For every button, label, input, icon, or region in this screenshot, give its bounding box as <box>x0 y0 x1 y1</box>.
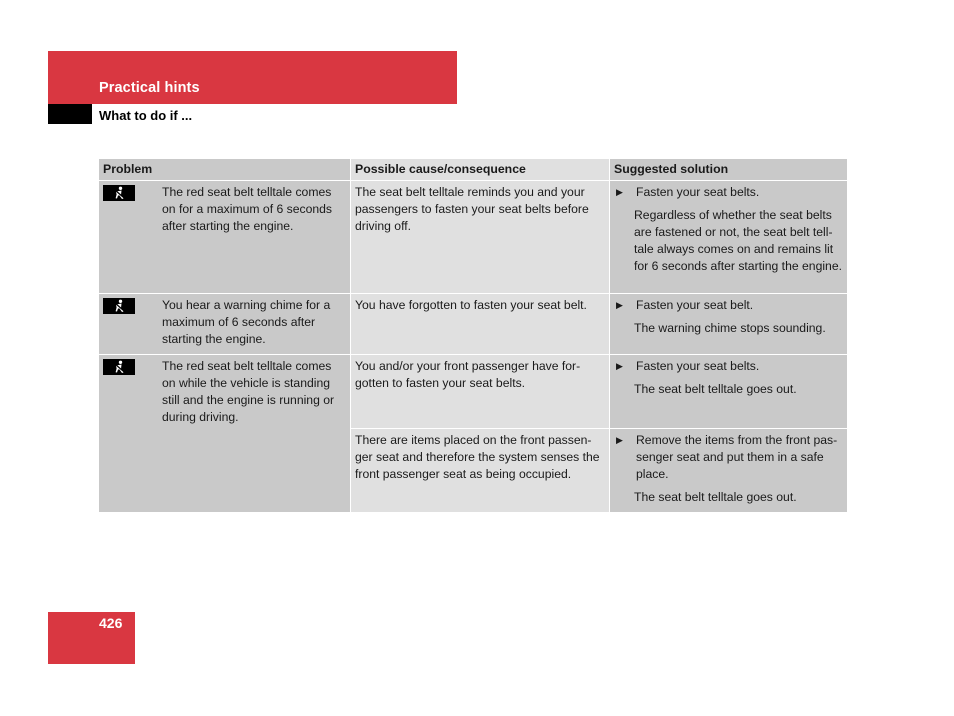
header-solution: Suggested solution <box>609 159 847 181</box>
page-number: 426 <box>99 615 123 631</box>
solution-step: Remove the items from the front pas-senger seat and put them in a safe place. <box>636 433 838 481</box>
bullet-arrow-icon: ▶ <box>616 435 623 445</box>
header-problem: Problem <box>99 159 350 181</box>
solution-cell <box>609 429 847 513</box>
cause-text: You and/or your front passenger have for-gotten to fasten your seat belts. <box>350 355 609 429</box>
problem-text: The red seat belt telltale comes on while the vehicle is standing still and the engine is running or during driving. <box>162 359 335 424</box>
solution-step: Fasten your seat belts. <box>636 359 760 373</box>
table-row <box>99 355 847 429</box>
table-header-row <box>99 159 847 181</box>
seat-belt-telltale-icon <box>103 298 135 314</box>
bullet-arrow-icon: ▶ <box>616 187 623 197</box>
seat-belt-telltale-icon <box>103 185 135 201</box>
subsection-title: What to do if ... <box>99 108 193 123</box>
problem-cell <box>99 181 350 294</box>
bullet-arrow-icon: ▶ <box>616 361 623 371</box>
solution-note: The warning chime stops sounding. <box>634 321 826 335</box>
problem-cell <box>99 355 350 513</box>
cause-text: The seat belt telltale reminds you and your passengers to fasten your seat belts before driving off. <box>350 181 609 294</box>
bullet-arrow-icon: ▶ <box>616 300 623 310</box>
solution-note: The seat belt telltale goes out. <box>634 382 797 396</box>
troubleshooting-table <box>99 159 847 513</box>
solution-step: Fasten your seat belts. <box>636 185 760 199</box>
table-row <box>99 181 847 294</box>
solution-note: The seat belt telltale goes out. <box>634 490 797 504</box>
section-banner <box>48 51 457 104</box>
header-cause: Possible cause/consequence <box>350 159 609 181</box>
solution-cell <box>609 294 847 355</box>
solution-cell <box>609 355 847 429</box>
problem-text: You hear a warning chime for a maximum of 6 seconds after starting the engine. <box>162 298 331 346</box>
solution-cell <box>609 181 847 294</box>
subsection-marker <box>48 104 92 124</box>
problem-text: The red seat belt telltale comes on for a maximum of 6 seconds after starting the engine. <box>162 185 333 233</box>
cause-text: There are items placed on the front passen-ger seat and therefore the system senses the front passenger seat as being occupied. <box>350 429 609 513</box>
table-row <box>99 294 847 355</box>
solution-step: Fasten your seat belt. <box>636 298 754 312</box>
section-title: Practical hints <box>99 80 200 96</box>
cause-text: You have forgotten to fasten your seat belt. <box>350 294 609 355</box>
problem-cell <box>99 294 350 355</box>
solution-note: Regardless of whether the seat belts are fastened or not, the seat belt tell-tale always comes on and remains lit for 6 seconds after starting the engine. <box>634 208 842 273</box>
seat-belt-telltale-icon <box>103 359 135 375</box>
